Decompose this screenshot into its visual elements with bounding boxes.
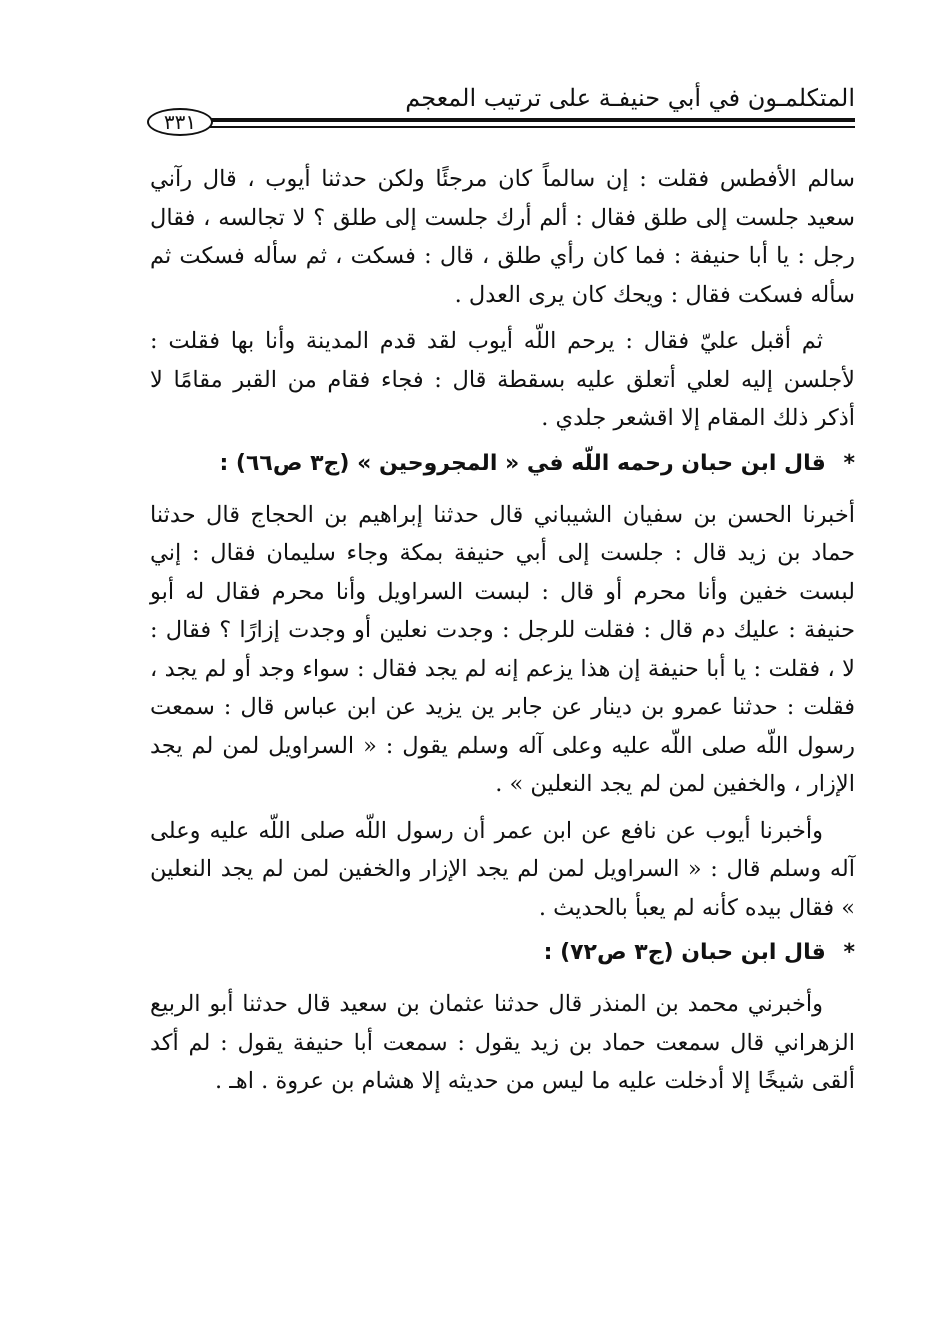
- section-heading-1: [150, 446, 855, 482]
- running-title: المتكلمـون في أبي حنيفـة على ترتيب المعجم: [405, 84, 855, 112]
- page-number: ٣٣١: [163, 110, 197, 134]
- asterisk-icon: *: [843, 940, 855, 965]
- paragraph-3: أخبرنا الحسن بن سفيان الشيباني قال حدثنا إبراهيم بن الحجاج قال حدثنا حماد بن زيد قال : جلست إلى أبي حنيفة بمكة وجاء سليمان فقال : إني لبست خفين وأنا محرم أو قال : لبست السراويل وأنا محرم فقال له أبو حنيفة : عليك دم قال : فقلت للرجل : وجدت نعلين أو وجدت إزارًا ؟ فقال : لا ، فقلت : يا أبا حنيفة إن هذا يزعم إنه لم يجد فقال : سواء وجد أو لم يجد ، فقلت : حدثنا عمرو بن دينار عن جابر ين يزيد عن ابن عباس قال : سمعت رسول اللّه صلى اللّه عليه وعلى آله وسلم يقول : « السراويل لمن لم يجد الإزار ، والخفين لمن لم يجد النعلين » .: [150, 501, 855, 797]
- section-heading-2-text: قال ابن حبان (ج٣ ص٧٢) :: [543, 940, 826, 965]
- asterisk-icon: *: [843, 450, 855, 476]
- paragraph-1: سالم الأفطس فقلت : إن سالماً كان مرجئًا ولكن حدثنا أيوب ، قال رآني سعيد جلست إلى طلق فقال : ألم أرك جلست إلى طلق ؟ لا تجالسه ، فقال رجل : يا أبا حنيفة : فما كان رأي طلق ، قال : فسكت ، ثم سأله فسكت ثم سأله فسكت فقال : ويحك كان يرى العدل .: [150, 166, 855, 308]
- paragraph-4: وأخبرنا أيوب عن نافع عن ابن عمر أن رسول اللّه صلى اللّه عليه وعلى آله وسلم قال : « السراويل لمن لم يجد الإزار والخفين لمن لم يجد النعلين » فقال بيده كأنه لم يعبأ بالحديث .: [150, 817, 855, 921]
- body-text: [150, 160, 855, 1109]
- header-rule-thin: [205, 126, 855, 128]
- header-rule-thick: [205, 118, 855, 122]
- section-heading-1-text: قال ابن حبان رحمه اللّه في « المجروحين » (ج٣ ص٦٦) :: [219, 450, 826, 476]
- section-heading-2: [150, 935, 855, 971]
- paragraph-5: وأخبرني محمد بن المنذر قال حدثنا عثمان بن سعيد قال حدثنا أبو الربيع الزهراني قال سمعت حماد بن زيد يقول : سمعت أبا حنيفة يقول : لم أكد ألقى شيخًا إلا أدخلت عليه ما ليس من حديثه إلا هشام بن عروة . اهـ .: [150, 991, 855, 1094]
- page-number-badge: [147, 108, 213, 136]
- paragraph-2: ثم أقبل عليّ فقال : يرحم اللّه أيوب لقد قدم المدينة وأنا بها فقلت : لأجلسن إليه لعلي أتعلق عليه بسقطة قال : فجاء فقام من القبر مقامًا لا أذكر ذلك المقام إلا اقشعر جلدي .: [150, 328, 855, 431]
